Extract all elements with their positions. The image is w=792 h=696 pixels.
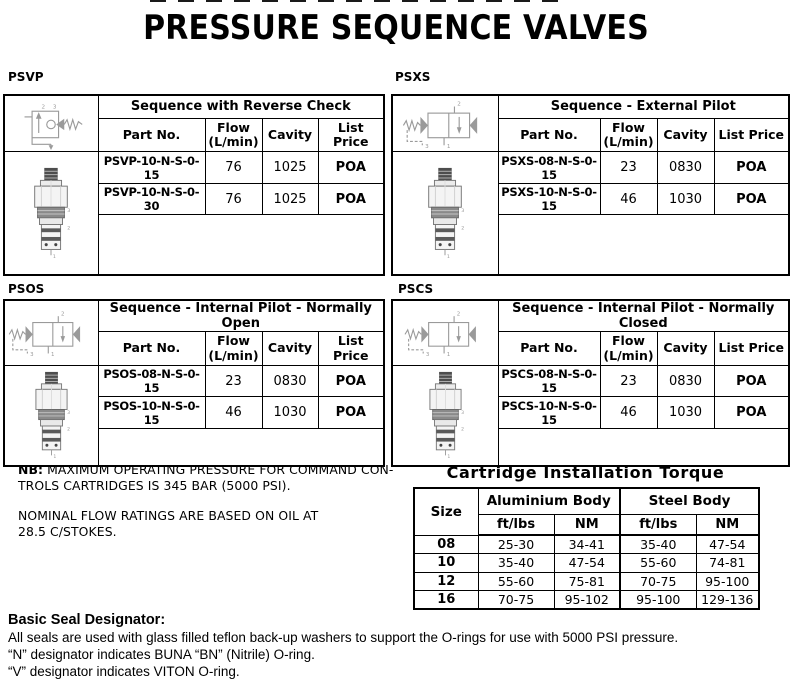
column-header-list-price: List Price xyxy=(318,118,384,152)
part-no-cell: PSOS-08-N-S-0-15 xyxy=(98,366,205,397)
cavity-cell: 1030 xyxy=(657,397,714,429)
psvp-cartridge-photo xyxy=(4,152,98,275)
psvp-table xyxy=(3,94,385,276)
part-no-cell: PSVP-10-N-S-0-30 xyxy=(98,184,205,215)
part-no-cell: PSCS-10-N-S-0-15 xyxy=(498,397,600,429)
column-header-flow: Flow (L/min) xyxy=(600,332,657,366)
list-price-cell: POA xyxy=(318,366,384,397)
column-header-list-price: List Price xyxy=(318,332,384,366)
torque-aluminium-header: Aluminium Body xyxy=(478,488,620,514)
al-nm-cell: 75-81 xyxy=(554,572,620,590)
st-ftlbs-cell: 55-60 xyxy=(620,553,696,572)
nominal-flow-line: NOMINAL FLOW RATINGS ARE BASED ON OIL AT xyxy=(18,508,319,523)
size-cell: 12 xyxy=(414,572,478,590)
torque-nm-header: NM xyxy=(554,514,620,535)
column-header-list-price: List Price xyxy=(714,332,789,366)
column-header-flow: Flow (L/min) xyxy=(205,332,262,366)
list-price-cell: POA xyxy=(714,397,789,429)
nb-line: TROLS CARTRIDGES IS 345 BAR (5000 PSI). xyxy=(18,477,291,493)
torque-ftlbs-header: ft/lbs xyxy=(620,514,696,535)
torque-row xyxy=(414,553,759,572)
series-label-psos: PSOS xyxy=(8,282,45,296)
flow-cell: 46 xyxy=(600,397,657,429)
al-nm-cell: 34-41 xyxy=(554,535,620,553)
seal-note-line: “V” designator indicates VITON O-ring. xyxy=(8,664,240,679)
flow-cell: 23 xyxy=(205,366,262,397)
part-no-cell: PSXS-10-N-S-0-15 xyxy=(498,184,600,215)
st-ftlbs-cell: 95-100 xyxy=(620,590,696,609)
cavity-cell: 1030 xyxy=(262,397,318,429)
flow-cell: 23 xyxy=(600,366,657,397)
pscs-table xyxy=(391,299,790,467)
cavity-cell: 1025 xyxy=(262,184,318,215)
column-header-flow: Flow (L/min) xyxy=(205,118,262,152)
size-cell: 16 xyxy=(414,590,478,609)
nb-notes xyxy=(18,462,394,539)
psos-schematic-symbol xyxy=(4,300,98,366)
psxs-table xyxy=(391,94,790,276)
al-ftlbs-cell: 35-40 xyxy=(478,553,554,572)
table-row xyxy=(4,152,384,184)
part-no-cell: PSOS-10-N-S-0-15 xyxy=(98,397,205,429)
al-ftlbs-cell: 25-30 xyxy=(478,535,554,553)
nb-text: MAXIMUM OPERATING PRESSURE FOR COMMAND CON- xyxy=(47,462,394,477)
seal-designator-section xyxy=(8,612,678,680)
column-header-part-no: Part No. xyxy=(98,332,205,366)
list-price-cell: POA xyxy=(318,184,384,215)
column-header-flow: Flow (L/min) xyxy=(600,118,657,152)
empty-cell xyxy=(98,215,384,275)
psos-table xyxy=(3,299,385,467)
empty-cell xyxy=(498,215,789,275)
page-title: PRESSURE SEQUENCE VALVES xyxy=(143,9,649,49)
st-nm-cell: 47-54 xyxy=(696,535,759,553)
column-header-cavity: Cavity xyxy=(262,118,318,152)
psxs-series-header: Sequence - External Pilot xyxy=(498,95,789,118)
scan-edge-artifact xyxy=(150,0,562,2)
torque-row xyxy=(414,535,759,553)
st-nm-cell: 95-100 xyxy=(696,572,759,590)
torque-table-title: Cartridge Installation Torque xyxy=(446,463,725,482)
list-price-cell: POA xyxy=(318,152,384,184)
column-header-cavity: Cavity xyxy=(657,332,714,366)
torque-row xyxy=(414,572,759,590)
st-ftlbs-cell: 70-75 xyxy=(620,572,696,590)
st-nm-cell: 74-81 xyxy=(696,553,759,572)
cavity-cell: 0830 xyxy=(657,366,714,397)
torque-size-header: Size xyxy=(414,488,478,535)
table-row xyxy=(392,366,789,397)
cavity-cell: 0830 xyxy=(262,366,318,397)
cavity-cell: 0830 xyxy=(657,152,714,184)
series-label-psvp: PSVP xyxy=(8,70,44,84)
nb-label: NB: xyxy=(18,462,44,477)
al-ftlbs-cell: 55-60 xyxy=(478,572,554,590)
al-ftlbs-cell: 70-75 xyxy=(478,590,554,609)
column-header-cavity: Cavity xyxy=(657,118,714,152)
psxs-cartridge-photo xyxy=(392,152,498,275)
flow-cell: 76 xyxy=(205,184,262,215)
flow-cell: 46 xyxy=(205,397,262,429)
size-cell: 08 xyxy=(414,535,478,553)
series-label-pscs: PSCS xyxy=(398,282,434,296)
seal-note-line: All seals are used with glass filled teflon back-up washers to support the O-rings for use with 5000 PSI pressure. xyxy=(8,630,679,645)
column-header-part-no: Part No. xyxy=(98,118,205,152)
torque-ftlbs-header: ft/lbs xyxy=(478,514,554,535)
column-header-part-no: Part No. xyxy=(498,118,600,152)
torque-nm-header: NM xyxy=(696,514,759,535)
flow-cell: 46 xyxy=(600,184,657,215)
psvp-schematic-symbol xyxy=(4,95,98,152)
psxs-schematic-symbol xyxy=(392,95,498,152)
part-no-cell: PSCS-08-N-S-0-15 xyxy=(498,366,600,397)
seal-designator-heading: Basic Seal Designator: xyxy=(8,612,166,628)
cavity-cell: 1025 xyxy=(262,152,318,184)
empty-cell xyxy=(98,429,384,466)
series-label-psxs: PSXS xyxy=(395,70,431,84)
list-price-cell: POA xyxy=(714,152,789,184)
column-header-list-price: List Price xyxy=(714,118,789,152)
st-ftlbs-cell: 35-40 xyxy=(620,535,696,553)
list-price-cell: POA xyxy=(318,397,384,429)
seal-note-line: “N” designator indicates BUNA “BN” (Nitrile) O-ring. xyxy=(8,647,315,662)
pscs-schematic-symbol xyxy=(392,300,498,366)
flow-cell: 76 xyxy=(205,152,262,184)
pscs-cartridge-photo xyxy=(392,366,498,466)
st-nm-cell: 129-136 xyxy=(696,590,759,609)
flow-cell: 23 xyxy=(600,152,657,184)
size-cell: 10 xyxy=(414,553,478,572)
column-header-part-no: Part No. xyxy=(498,332,600,366)
nominal-flow-line: 28.5 C/STOKES. xyxy=(18,523,117,539)
column-header-cavity: Cavity xyxy=(262,332,318,366)
torque-table xyxy=(413,487,760,610)
psos-cartridge-photo xyxy=(4,366,98,466)
torque-row xyxy=(414,590,759,609)
list-price-cell: POA xyxy=(714,366,789,397)
al-nm-cell: 47-54 xyxy=(554,553,620,572)
nb-line xyxy=(18,462,394,478)
table-row xyxy=(392,152,789,184)
list-price-cell: POA xyxy=(714,184,789,215)
empty-cell xyxy=(498,429,789,466)
psos-series-header: Sequence - Internal Pilot - Normally Open xyxy=(98,300,384,332)
part-no-cell: PSXS-08-N-S-0-15 xyxy=(498,152,600,184)
psvp-series-header: Sequence with Reverse Check xyxy=(98,95,384,118)
al-nm-cell: 95-102 xyxy=(554,590,620,609)
torque-steel-header: Steel Body xyxy=(620,488,759,514)
table-row xyxy=(4,366,384,397)
cavity-cell: 1030 xyxy=(657,184,714,215)
part-no-cell: PSVP-10-N-S-0-15 xyxy=(98,152,205,184)
pscs-series-header: Sequence - Internal Pilot - Normally Closed xyxy=(498,300,789,332)
